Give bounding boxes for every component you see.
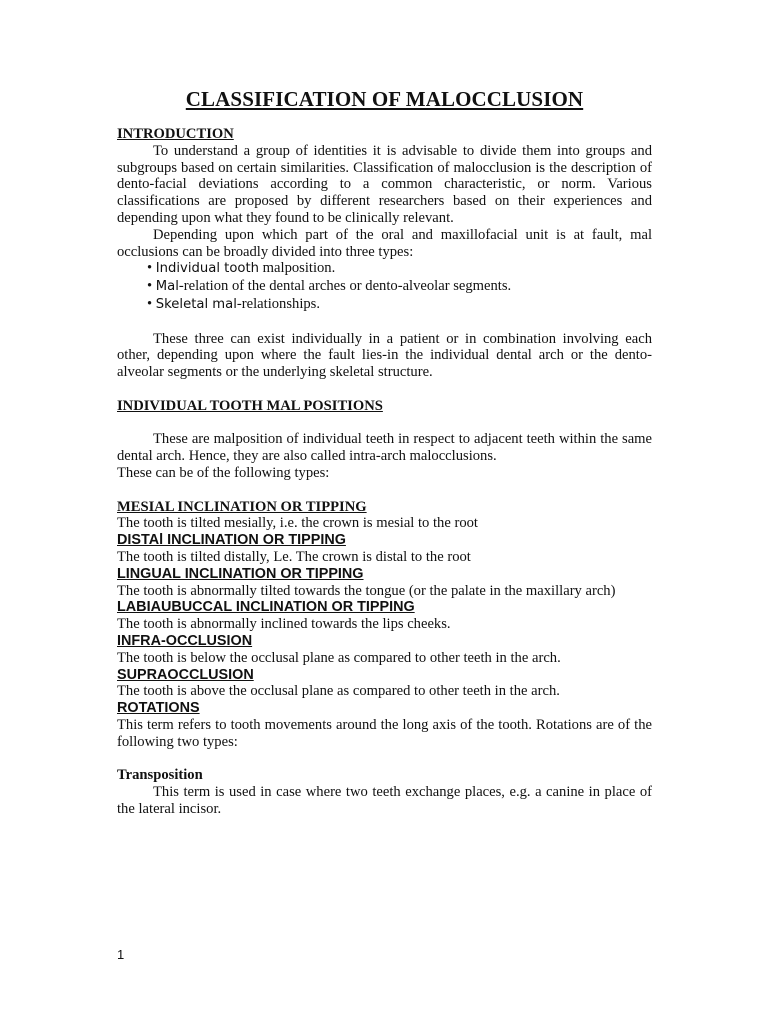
bullet-rest: malposition.	[259, 260, 336, 277]
intro-paragraph-2: Depending upon which part of the oral and maxillofacial unit is at fault, mal occlusions can be broadly divided into three types:	[117, 226, 652, 260]
type-text-mesial: The tooth is tilted mesially, i.e. the crown is mesial to the root	[117, 515, 478, 532]
bullet-lead: Mal	[155, 279, 179, 295]
bullet-mark: •	[147, 260, 153, 277]
spacer	[117, 381, 652, 398]
type-heading-infra-occlusion: INFRA-OCCLUSION	[117, 632, 253, 649]
individual-paragraph-1: These are malposition of individual teeth in respect to adjacent teeth within the same dental arch. Hence, they are also called intra-arch malocclusions.	[117, 431, 652, 465]
individual-paragraph-2: These can be of the following types:	[117, 464, 330, 481]
intro-paragraph-3: These three can exist individually in a patient or in combination involving each other, depending upon where the fault lies-in the individual dental arch or the dento-alveolar segments or the underlying skeletal structure.	[117, 330, 652, 381]
type-text-supraocclusion: The tooth is above the occlusal plane as compared to other teeth in the arch.	[117, 683, 560, 700]
section-heading-introduction: INTRODUCTION	[117, 126, 234, 142]
transposition-text: This term is used in case where two teeth exchange places, e.g. a canine in place of the lateral incisor.	[117, 784, 652, 817]
type-heading-distal: DISTAl INCLINATION OR TIPPING	[117, 532, 346, 549]
type-text-rotations: This term refers to tooth movements around the long axis of the tooth. Rotations are of the following two types:	[117, 716, 652, 750]
list-item	[147, 296, 652, 314]
bullet-lead: Skeletal mal	[155, 296, 237, 312]
bullet-rest: -relationships.	[236, 295, 320, 312]
list-item	[147, 260, 652, 278]
malocclusion-type-list	[117, 260, 652, 313]
type-text-lingual: The tooth is abnormally tilted towards the tongue (or the palate in the maxillary arch)	[117, 582, 616, 599]
type-heading-labiobuccal: LABIAUBUCCAL INCLINATION OR TIPPING	[117, 599, 415, 616]
type-heading-rotations: ROTATIONS	[117, 700, 200, 717]
type-text-distal: The tooth is tilted distally, Le. The crown is distal to the root	[117, 548, 471, 565]
bullet-mark: •	[147, 278, 153, 295]
spacer	[117, 314, 652, 331]
bullet-rest: -relation of the dental arches or dento-alveolar segments.	[178, 278, 512, 295]
type-text-infra-occlusion: The tooth is below the occlusal plane as compared to other teeth in the arch.	[117, 649, 561, 666]
subheading-transposition: Transposition	[117, 767, 203, 784]
section-heading-individual-tooth: INDIVIDUAL TOOTH MAL POSITIONS	[117, 397, 383, 414]
spacer	[117, 750, 652, 767]
bullet-mark: •	[147, 295, 153, 312]
list-item	[147, 278, 652, 296]
type-heading-supraocclusion: SUPRAOCCLUSION	[117, 666, 254, 683]
type-heading-mesial: MESIAL INCLINATION OR TIPPING	[117, 498, 367, 515]
type-heading-lingual: LINGUAL INCLINATION OR TIPPING	[117, 565, 364, 582]
spacer	[117, 415, 652, 432]
document-title: CLASSIFICATION OF MALOCCLUSION	[185, 87, 584, 111]
document-page	[117, 86, 652, 818]
intro-paragraph-1: To understand a group of identities it is advisable to divide them into groups and subgroups based on certain similarities. Classification of malocclusion is the description of dento-facial deviations according to a common characteristic, or norm. Various classifications are proposed by different researchers based on their experiences and depending upon what they found to be clinically relevant.	[117, 142, 652, 226]
page-number: 1	[117, 947, 125, 962]
bullet-lead: Individual tooth	[155, 261, 260, 277]
spacer	[117, 482, 652, 499]
type-text-labiobuccal: The tooth is abnormally inclined towards the lips cheeks.	[117, 616, 451, 633]
